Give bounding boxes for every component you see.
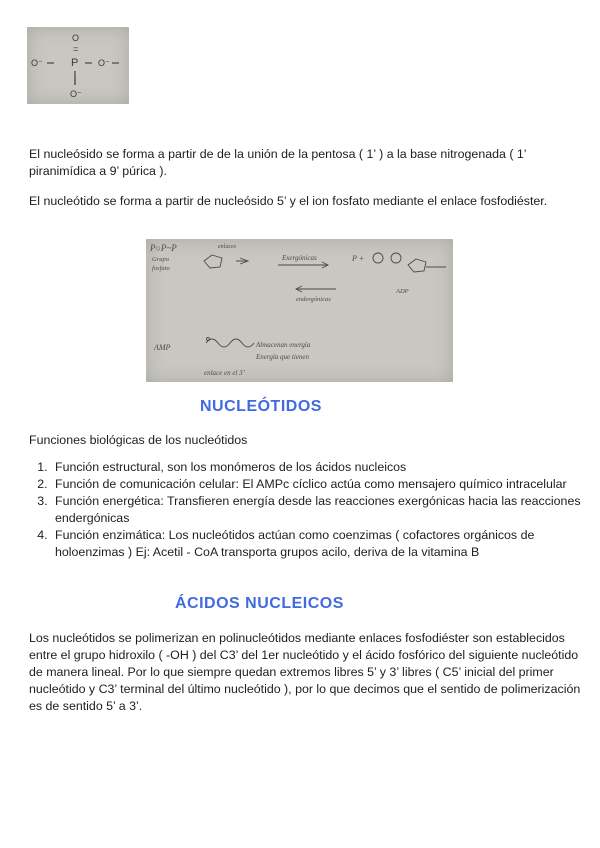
formula-o-bottom: O⁻ — [70, 89, 82, 99]
acidos-paragraph: Los nucleótidos se polimerizan en polinucleótidos mediante enlaces fosfodiéster son establecidos entre el grupo hidroxilo ( -OH ) del C3’ del 1er nucleótido y el ácido fosfórico del siguiente nucleótido de manera lineal. Por lo que siempre quedan extremos libres 5’ y 3’ libres ( C5’ inicial del primer nucleótido y C3’ terminal del último nucleótido ), por lo que decimos que el sentido de polimerización es de sentido 5’ a 3’. — [29, 631, 581, 713]
note-enlaces: enlaces — [218, 244, 236, 250]
formula-p: P — [71, 57, 79, 69]
formula-o-right: O⁻ — [98, 58, 110, 68]
note-fosfato: fosfato — [152, 265, 170, 272]
list-item: 3. Función energética: Transfieren energía desde las reacciones exergónicas hacia las reacciones endergónicas — [51, 493, 591, 527]
formula-o-top: O — [72, 33, 80, 43]
formula-o-left: O⁻ — [31, 58, 43, 68]
atp-notes-photo — [146, 239, 453, 382]
note-grupo: Grupo — [152, 256, 169, 263]
functions-list — [29, 459, 591, 561]
phosphate-formula-drawing — [27, 27, 129, 104]
list-item: 1. Función estructural, son los monómeros de los ácidos nucleicos — [51, 459, 591, 476]
phosphate-formula-photo — [27, 27, 129, 104]
note-adp: ADP — [396, 288, 409, 295]
note-amp: AMP — [154, 343, 171, 352]
note-ppp: P○P~P — [150, 243, 177, 253]
note-enlace-3: enlace en el 3’ — [204, 369, 246, 377]
note-exergonicas: Exergónicas — [282, 254, 317, 262]
nucleotido-paragraph: El nucleótido se forma a partir de nucleósido 5’ y el ion fosfato mediante el enlace fosfodiéster. — [29, 194, 548, 208]
note-p-plus: P + — [352, 254, 365, 263]
note-energia-2: Energía que tienen — [256, 353, 310, 361]
list-item: 4. Función enzimática: Los nucleótidos actúan como coenzimas ( cofactores orgánicos de holoenzimas ) Ej: Acetil - CoA transporta grupos acilo, deriva de la vitamina B — [51, 527, 591, 561]
heading-nucleotidos: NUCLEÓTIDOS — [200, 398, 322, 415]
functions-intro: Funciones biológicas de los nucleótidos — [29, 433, 248, 447]
note-energia-1: Almacenan energía — [256, 341, 311, 349]
nucleosido-paragraph: El nucleósido se forma a partir de de la unión de la pentosa ( 1’ ) a la base nitrogenada ( 1’ piranimídica a 9’ púrica ). — [29, 147, 527, 178]
heading-acidos-nucleicos: ÁCIDOS NUCLEICOS — [175, 595, 344, 612]
formula-double-bond: = — [73, 44, 79, 54]
list-item: 2. Función de comunicación celular: El AMPc cíclico actúa como mensajero químico intracelular — [51, 476, 591, 493]
atp-notes-drawing — [146, 239, 453, 382]
note-endergonicas: endergónicas — [296, 296, 331, 303]
